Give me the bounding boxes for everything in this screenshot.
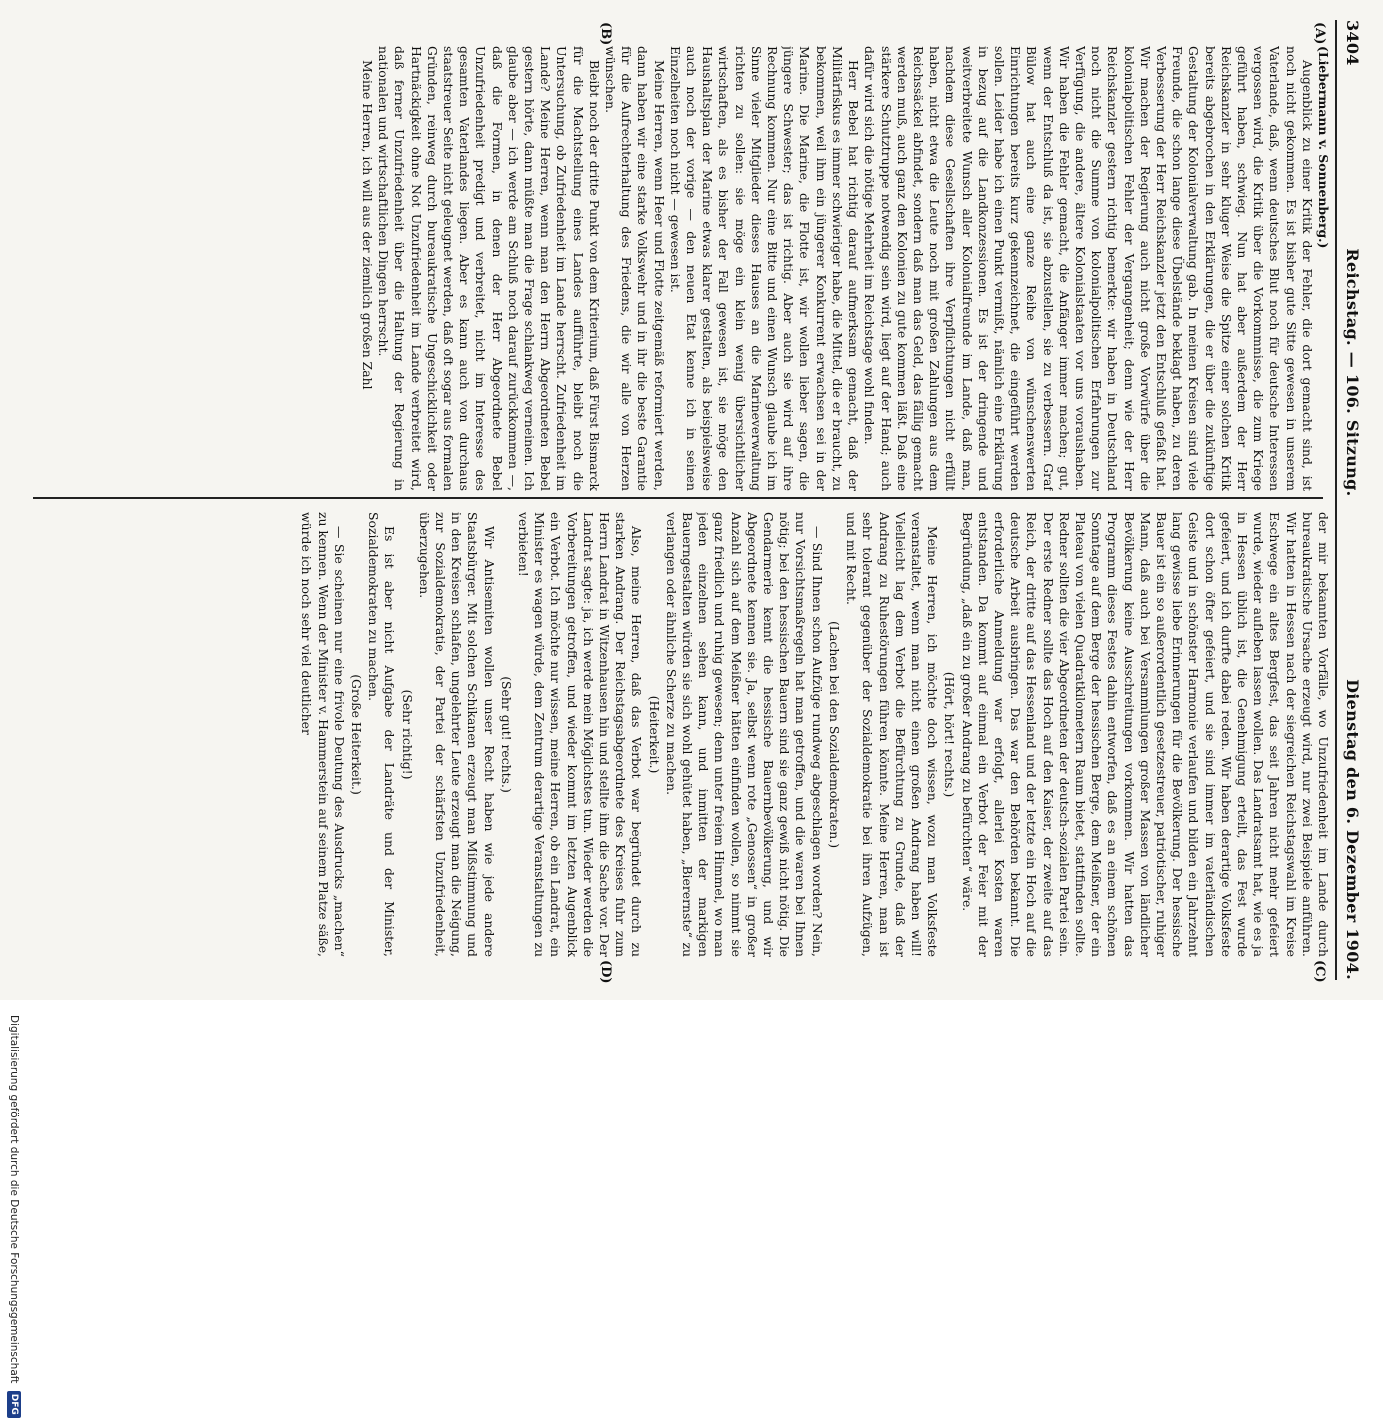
margin-mark-c: (C) xyxy=(1312,960,1327,983)
right-paragraph: — Sie scheinen nur eine frivole Deutung des Ausdrucks „machen“ zu kennen. Wenn der Minister v. Hammerstein auf seinem Platze säße, würde ich noch sehr viel deutlicher xyxy=(299,512,347,957)
right-interjection: (Hört, hört! rechts.) xyxy=(942,671,958,798)
right-interjection: (Sehr gut! rechts.) xyxy=(498,676,514,793)
footer-credit-inner xyxy=(6,1015,22,1415)
header-date: Dienstag den 6. Dezember 1904. xyxy=(1343,679,1363,980)
left-column xyxy=(31,46,1331,491)
left-paragraph: Herr Bebel hat richtig darauf aufmerksam gemacht, daß der Militärfiskus es immer schwieriger habe, die Mittel, die er braucht, zu bekommen, weil ihm ein jüngerer Konkurrent erwachsen sei in der Marine. Die Marine, die Flotte ist, wir wollen lieber sagen, die jüngere Schwester; das ist richtig. Aber auch sie wird auf ihre Rechnung kommen. Nur eine Bitte und einen Wunsch glaube ich im Sinne vieler Mitglieder dieses Hauses an die Marineverwaltung richten zu sollen: sie möge ein klein wenig übersichtlicher wirtschaften, als es bisher der Fall gewesen ist, sie möge den Haushaltsplan der Marine etwas klarer gestalten, als beispielsweise auch noch der vorige — den neuen Etat kenne ich in seinen Einzelheiten noch nicht — gewesen ist. xyxy=(667,46,862,491)
footer-credit xyxy=(6,1015,22,1415)
right-interjection: (Lachen bei den Sozialdemokraten.) xyxy=(826,620,842,849)
header-rule xyxy=(1335,20,1337,980)
footer-text: Digitalisierung gefördert durch die Deutsche Forschungsgemeinschaft xyxy=(8,1015,20,1384)
right-paragraph: — Sind Ihnen schon Aufzüge rundweg abgeschlagen worden? Nein, nur Vorsichtsmaßregeln hat man getroffen, und die waren bei Ihnen nötig; bei den hessischen Bauern sind sie ganz gewiß nicht nötig. Die Gendarmerie kennt die hessische Bauernbevölkerung, und wir Abgeordnete kennen sie. Ja, selbst wenn rote „Genossen“ in großer Anzahl sich auf dem Meißner hätten einfinden wollen, so nimmt sie ganz friedlich und ruhig gewesen; denn unter freiem Himmel, wo man jeden einzelnen sehen kann, und inmitten der markigen Bauerngestalten würden sie sich wohl gehütet haben, „Bierernste“ zu verlangen oder ähnliche Scherze zu machen. xyxy=(663,512,825,957)
margin-mark-d: (D) xyxy=(598,960,613,984)
left-paragraph: Bleibt noch der dritte Punkt von dem Kriterium, daß Fürst Bismarck für die Machtstellung eines Landes aufführte, bleibt noch die Untersuchung, ob Zufriedenheit im Lande herrscht. Zufriedenheit im Lande? Meine Herren, wenn man den Herrn Abgeordneten Bebel gestern hörte, dann müßte man die Frage schlankweg verneinen. Ich glaube aber — ich werde am Schluß noch darauf zurückkommen —, daß die Formen, in denen der Herr Abgeordnete Bebel Unzufriedenheit predigt und verbreitet, nicht im Interesse des gesamten Vaterlandes liegen. Aber es kann auch von durchaus staatstreuer Seite nicht geleugnet werden, daß oft sogar aus formalen Gründen, reinweg durch bureaukratische Ungeschicklichkeit oder Hartnäckigkeit ohne Not Unzufriedenheit im Lande verbreitet wird, daß ferner Unzufriedenheit über die Haltung der Regierung in nationalen und wirtschaftlichen Dingen herrscht. xyxy=(376,46,602,491)
right-paragraph: Also, meine Herren, daß das Verbot war begründet durch zu starken Andrang. Der Reichstagsabgeordnete des Kreises fuhr zum Herrn Landrat in Witzenhausen hin und stellte ihm die Sache vor. Der Landrat sagte: ja, ich werde mein Möglichstes tun. Wieder werden die Vorbereitungen getroffen, und wieder kommt im letzten Augenblick ein Verbot. Ich möchte nur wissen, meine Herren, ob ein Landrat, ein Minister es wagen würde, dem Zentrum derartige Veranstaltungen zu verbieten! xyxy=(516,512,645,957)
left-paragraph: Meine Herren, wenn Heer und Flotte zeitgemäß reformiert werden, dann haben wir eine starke Volkswehr und in ihr die beste Garantie für die Aufrechterhaltung des Friedens, die wir alle von Herzen wünschen. xyxy=(603,46,667,491)
dfg-logo: DFG xyxy=(7,1391,21,1418)
right-interjection: (Große Heiterkeit.) xyxy=(349,674,365,795)
right-paragraph: Es ist aber nicht Aufgabe der Landräte und der Minister, Sozialdemokraten zu machen. xyxy=(366,512,398,957)
page-number: 3404 xyxy=(1343,20,1363,66)
left-paragraph: Augenblick zu einer Kritik der Fehler, die dort gemacht sind, ist noch nicht gekommen. Es ist bisher gute Sitte gewesen in unserem Vaterlande, daß, wenn deutsches Blut noch für deutsche Interessen vergossen wird, die Kritik über die Vorkommnisse, die zum Kriege geführt haben, schwieg. Nun hat aber außerdem der Herr Reichskanzler in sehr kluger Weise die Spitze einer solchen Kritik bereits abgebrochen in den Erklärungen, die er über die zukünftige Gestaltung der Kolonialverwaltung gab. In meinen Kreisen sind viele Freunde, die schon lange diese Übelstände beklagt haben, zu deren Verbesserung der Herr Reichskanzler jetzt den Entschluß gefaßt hat. Wir machen der Regierung auch nicht große Vorwürfe über die kolonialpolitischen Fehler der Vergangenheit; denn wie der Herr Reichskanzler gestern richtig bemerkte: wir haben in Deutschland noch nicht die Summe von kolonialpolitischen Erfahrungen zur Verfügung, die andere, ältere Kolonialstaaten vor uns voraushaben. Wir haben die Fehler gemacht, die Anfänger immer machen; gut, wenn der Entschluß da ist, sie abzustellen, sie zu verbessern. Graf Bülow hat auch eine ganze Reihe von wünschenswerten Einrichtungen bereits kurz gekennzeichnet, die eingeführt werden sollen. Leider habe ich einen Punkt vermißt, nämlich eine Erklärung in bezug auf die Landkonzessionen. Es ist der dringende und weitverbreitete Wunsch aller Kolonialfreunde im Lande, daß man, nachdem diese Gesellschaften ihre Verpflichtungen nicht erfüllt haben, nicht etwa die Leute noch mit großen Zahlungen aus dem Reichssäckel abfindet, sondern daß man das Geld, das fällig gemacht werden muß, auch ganz den Kolonien zu gute kommen läßt. Daß eine stärkere Schutztruppe notwendig sein wird, liegt auf der Hand; auch dafür wird sich die nötige Mehrheit im Reichstage wohl finden. xyxy=(862,46,1315,491)
right-paragraph: der mir bekannten Vorfälle, wo Unzufriedenheit im Lande durch bureaukratische Ursache erzeugt wird, nur zwei Beispiele anführen. Wir hatten in Hessen nach der siegreichen Reichstagswahl im Kreise Eschwege ein altes Bergfest, das seit Jahren nicht mehr gefeiert wurde, wieder aufleben lassen wollen. Das Landratsamt hat, wie es ja in Hessen üblich ist, die Genehmigung erteilt, das Fest wurde gefeiert, und ich durfte dabei reden. Wir haben derartige Volksfeste dort schon öfter gefeiert, und sie sind immer im vaterländischen Geiste und in schönster Harmonie verlaufen und bilden ein Jahrzehnt lang gewisse liebe Erinnerungen für die Bevölkerung. Der hessische Bauer ist ein so außerordentlich gesetzestreuer, patriotischer, ruhiger Mann, daß auch bei Versammlungen großer Massen von ländlicher Bevölkerung keine Ausschreitungen vorkommen. Wir hatten das Programm dieses Festes dahin entworfen, daß es an einem schönen Sonntage auf dem Berge der hessischen Berge, dem Meißner, der ein Plateau von vielen Quadratkilometern Raum bietet, stattfinden sollte. Redner sollten die vier Abgeordneten der deutsch-sozialen Partei sein. Der erste Redner sollte das Hoch auf den Kaiser, der zweite auf das Reich, der dritte auf das Hessenland und der letzte ein Hoch auf die deutsche Arbeit ausbringen. Das war den Behörden bekannt. Die erforderliche Anmeldung war erfolgt, allerlei Kosten waren entstanden. Da kommt auf einmal ein Verbot der Feier mit der Begründung, „daß ein zu großer Andrang zu befürchten“ wäre. xyxy=(959,512,1331,957)
margin-mark-a: (A) xyxy=(1312,22,1327,45)
margin-mark-b: (B) xyxy=(598,22,613,46)
right-interjection: (Sehr richtig!) xyxy=(399,689,415,780)
page-header xyxy=(1339,20,1367,980)
header-session: Reichstag. — 106. Sitzung. xyxy=(1343,248,1363,497)
left-paragraph: Meine Herren, ich will aus der ziemlich großen Zahl xyxy=(360,60,376,390)
right-paragraph: Wir Antisemiten wollen unser Recht haben wie jede andere Staatsbürger. Mit solchen Schikanen erzeugt man Mißstimmung und in den Kreisen schlafen, ungelehrter Leute erzeugt man die Neigung, zur Sozialdemokratie, der Partei der schärfsten Unzufriedenheit, überzugehen. xyxy=(416,512,497,957)
right-interjection: (Heiterkeit.) xyxy=(646,695,662,774)
left-speaker: (Liebermann v. Sonnenberg.) xyxy=(1316,46,1331,249)
column-divider xyxy=(33,497,1323,499)
right-paragraph: Meine Herren, ich möchte doch wissen, wozu man Volksfeste veranstaltet, wenn man nicht einen großen Andrang haben will! Vielleicht lag dem Verbot die Befürchtung zu Grunde, daß der Andrang zu Ruhestörungen führen könnte. Meine Herren, man ist sehr tolerant gegenüber der Sozialdemokratie bei ihren Aufzügen, und mit Recht. xyxy=(844,512,941,957)
right-column xyxy=(31,512,1331,957)
